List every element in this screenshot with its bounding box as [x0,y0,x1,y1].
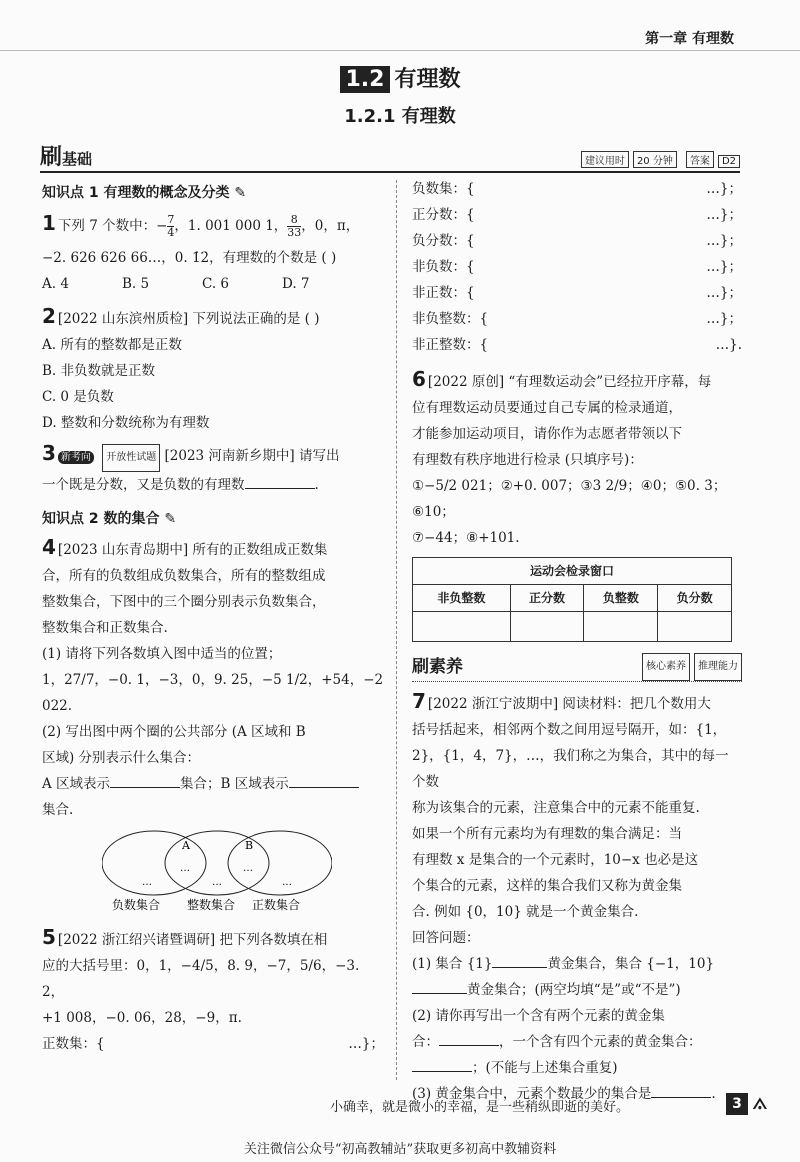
basic-section-bar [40,140,740,170]
literacy-section-bar: 刷素养 核心素养 推理能力 [412,652,742,682]
page-subtitle: 1.2.1 有理数 [344,106,456,127]
page-number: 3 [726,1093,748,1115]
venn-diagram [102,827,332,911]
title-number: 1.2 [340,66,391,93]
svg-text:…: … [180,863,190,874]
region-a-label: A [182,839,190,852]
question-3: 3 新考向 开放性试题 [2023 河南新乡期中] 请写出 一个既是分数，又是负数的有理数 . [42,441,340,493]
time-value: 20 分钟 [633,151,677,168]
question-5: 5 [2022 浙江绍兴诸暨调研] 把下列各数填在相 应的大括号里：0，1，−4/5，8. 9，−7，5/6，−3. 2， +1 008，−0. 06，28，−9，π. 正数集：{ …}； [42,924,384,1057]
set-row: 非负数：{ …}； [412,259,742,275]
right-column [412,176,742,1107]
svg-text:…: … [282,877,292,888]
venn-label-positive: 正数集合 [252,898,301,911]
new-direction-badge: 新考向 [58,451,94,464]
svg-text:…: … [142,877,152,888]
set-row: 负数集：{ …}； [412,181,742,197]
bottom-note: 关注微信公众号“初高教辅站”获取更多初高中教辅资料 [243,1142,557,1157]
question-2: 2 [2022 山东滨州质检] 下列说法正确的是 ( ) A. 所有的整数都是正数 B. 非负数就是正数 C. 0 是负数 D. 整数和分数统称为有理数 [42,304,320,431]
table-header: 负分数 [658,585,732,612]
knowledge-point-1: 知识点 1 有理数的概念及分类 ✎ [42,185,247,201]
svg-text:…: … [212,877,222,888]
answer-tag: 答案 [686,151,714,168]
check-icon: ✎ [164,511,177,527]
time-tag: 建议用时 [581,151,629,168]
table-cell [510,612,584,642]
set-row: 非正整数：{ …}. [412,337,742,353]
column-divider [396,180,397,1080]
table-cell [413,612,511,642]
q5-continued [412,176,742,358]
venn-label-integer: 整数集合 [187,898,236,911]
footer-slogan: 小确幸，就是微小的幸福，是一些稍纵即逝的美好。 [330,1100,630,1115]
region-b-label: B [245,839,254,852]
question-7: 7 [2022 浙江宁波期中] 阅读材料：把几个数用大 括号括起来，相邻两个数之间用逗号隔开，如：{1， 2}，{1，4，7}，…，我们称之为集合，其中的每一个数 称为该集合的元素，注意集合中的元素不能重复. 如果一个所有元素均为有理数的集合满足：当 有理数 x 是集合的一个元素时，10−x 也必是这 个集合的元素，这样的集合我们又称为黄金集 合. 例如 {0，10} 就是一个黄金集合. 回答问题： (1) 集合 {1} 黄金集合，集合 {−1，10} 黄金集合；(两空均填“是”或“不是”) (2) 请你再写出一个含有两个元素的黄金集 合： ，一个含有四个元素的黄金集合： ；(不能与上述集合重复) (3) 黄金集合中，元素个数最少的集合是 . [412,689,729,1102]
table-header: 正分数 [510,585,584,612]
question-4: 4 [2023 山东青岛期中] 所有的正数组成正数集 合，所有的负数组成负数集合，所有的整数组成 整数集合，下图中的三个圈分别表示负数集合， 整数集合和正数集合. (1) 请将下列各数填入图中适当的位置； 1，27/7，−0. 1，−3，0，9. 25，−5 1/2，+54，−2 022. (2) 写出图中两个圈的公共部分 (A 区域和 B 区域) 分别表示什么集合： A 区域表示 集合；B 区域表示 集合. A B … … … … … 负数集合 整数集合 正数集合 [42,535,384,911]
header-divider [0,50,800,51]
venn-label-negative: 负数集合 [112,898,161,911]
table-cell [658,612,732,642]
question-1: 1 下列 7 个数中：− $\frac{7}{4}$ ，1. 001 000 1， $\frac{8}{33}$ ，0，π， −2. 626 626 66…，0. 1̇2̇，有理数的个数是 ( ) A. 4 B. 5 C. 6 D. 7 [42,210,384,297]
left-column [42,180,384,1057]
set-row: 非负整数：{ …}； [412,311,742,327]
set-row: 正分数：{ …}； [412,207,742,223]
table-title: 运动会检录窗口 [413,558,732,585]
question-6: 6 [2022 原创] “有理数运动会”已经拉开序幕，每 位有理数运动员要通过自己专属的检录通道， 才能参加运动项目，请你作为志愿者带领以下 有理数有秩序地进行检录 (只填序号)： ①−5/2 021；②+0. 007；③3 2/9；④0；⑤0. 3̇；⑥10； ⑦−44；⑧+101. 运动会检录窗口 非负整数 正分数 负整数 负分数 [412,366,742,642]
set-row: 非正数：{ …}； [412,285,742,301]
set-row: 负分数：{ …}； [412,233,742,249]
chapter-header: 第一章 有理数 [645,31,734,47]
page-title [0,62,800,93]
table-header: 非负整数 [413,585,511,612]
checkin-table [412,557,732,642]
check-icon: ✎ [234,185,247,201]
knowledge-point-2: 知识点 2 数的集合 ✎ [42,511,177,527]
table-header: 负整数 [584,585,658,612]
basic-section-title: 刷基础 [40,145,93,170]
set-row: 正数集：{ …}； [42,1036,384,1052]
svg-text:…: … [243,863,253,874]
table-cell [584,612,658,642]
compass-icon: ⟑ [752,1086,768,1116]
q1-options: A. 4 B. 5 C. 6 D. 7 [42,276,310,292]
section-rule [40,171,740,173]
answer-value: D2 [718,155,740,168]
title-text: 有理数 [394,67,461,92]
